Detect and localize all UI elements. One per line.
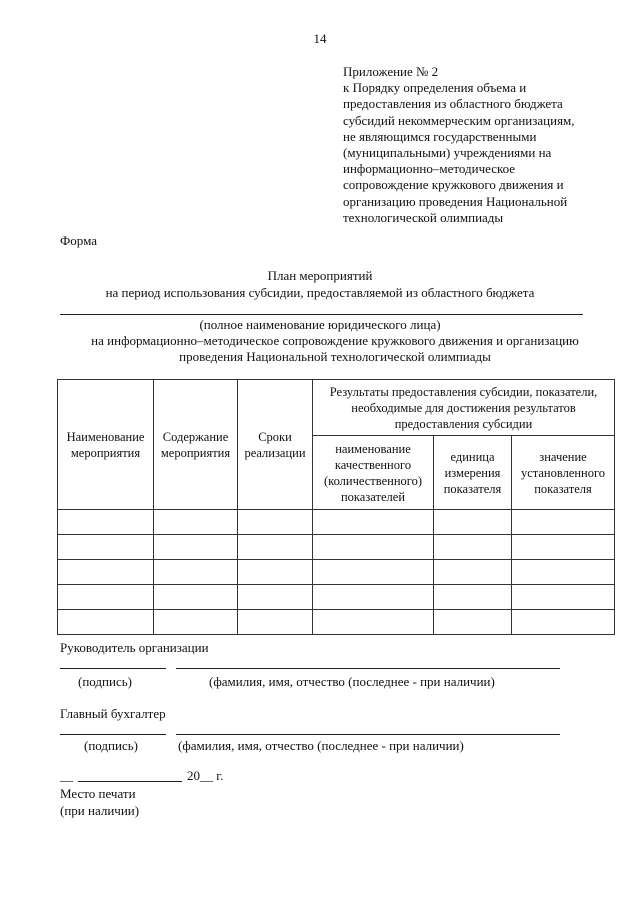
accountant-name-line[interactable] [176, 734, 560, 735]
table-row [58, 535, 615, 560]
appendix-line: не являющимся государственными [343, 128, 537, 144]
appendix-line: Приложение № 2 [343, 64, 439, 79]
purpose-line-2: проведения Национальной технологической олимпиады [179, 349, 491, 364]
appendix-line: предоставления из областного бюджета [343, 96, 563, 112]
date-day: __ [60, 768, 73, 783]
table-cell[interactable] [238, 510, 313, 535]
header-event-content: Содержание мероприятия [154, 380, 238, 510]
header-deadlines: Сроки реализации [238, 380, 313, 510]
table-cell[interactable] [434, 535, 512, 560]
table-cell[interactable] [512, 560, 615, 585]
appendix-line: технологической олимпиады [343, 209, 504, 225]
form-label: Форма [60, 233, 97, 248]
table-cell[interactable] [313, 610, 434, 635]
table-cell[interactable] [512, 585, 615, 610]
table-cell[interactable] [434, 610, 512, 635]
appendix-line: организацию проведения Национальной [343, 193, 568, 209]
head-signature-line[interactable] [60, 668, 166, 669]
table-cell[interactable] [434, 510, 512, 535]
table-cell[interactable] [512, 610, 615, 635]
table-cell[interactable] [58, 535, 154, 560]
head-signature-caption: (подпись) [78, 674, 132, 689]
table-cell[interactable] [154, 560, 238, 585]
header-event-name: Наименование мероприятия [58, 380, 154, 510]
table-cell[interactable] [512, 510, 615, 535]
table-cell[interactable] [58, 510, 154, 535]
table-cell[interactable] [238, 560, 313, 585]
head-name-caption: (фамилия, имя, отчество (последнее - при наличии) [209, 674, 495, 689]
appendix-line: сопровождение кружкового движения и [343, 177, 564, 193]
table-cell[interactable] [58, 585, 154, 610]
table-row [58, 610, 615, 635]
table-cell[interactable] [58, 560, 154, 585]
table-row [58, 560, 615, 585]
date-year: 20__ г. [187, 768, 224, 783]
header-unit: единица измерения показателя [434, 436, 512, 510]
table-cell[interactable] [154, 510, 238, 535]
org-name-caption: (полное наименование юридического лица) [199, 317, 441, 332]
plan-table [57, 379, 615, 635]
appendix-line: (муниципальными) учреждениями на [343, 145, 552, 161]
table-cell[interactable] [313, 585, 434, 610]
head-label: Руководитель организации [60, 640, 209, 655]
appendix-header [343, 64, 623, 226]
table-row [58, 585, 615, 610]
table-cell[interactable] [313, 560, 434, 585]
table-cell[interactable] [434, 560, 512, 585]
table-cell[interactable] [154, 585, 238, 610]
table-cell[interactable] [238, 535, 313, 560]
table-cell[interactable] [154, 535, 238, 560]
table-cell[interactable] [58, 610, 154, 635]
table-cell[interactable] [512, 535, 615, 560]
accountant-signature-line[interactable] [60, 734, 166, 735]
stamp-place: Место печати [60, 786, 136, 801]
accountant-signature-caption: (подпись) [84, 738, 138, 753]
date-month-line[interactable] [78, 781, 182, 782]
accountant-label: Главный бухгалтер [60, 706, 166, 721]
table-cell[interactable] [238, 585, 313, 610]
table-row [58, 510, 615, 535]
appendix-line: субсидий некоммерческим организациям, [343, 112, 575, 128]
page-number: 14 [313, 31, 327, 46]
header-indicator-name: наименование качественного (количественного) показателей [313, 436, 434, 510]
appendix-line: информационно–методическое [343, 161, 516, 177]
header-results-group: Результаты предоставления субсидии, показатели, необходимые для достижения результатов предоставления субсидии [313, 380, 615, 436]
table-cell[interactable] [154, 610, 238, 635]
accountant-name-caption: (фамилия, имя, отчество (последнее - при наличии) [178, 738, 464, 753]
table-cell[interactable] [313, 510, 434, 535]
head-name-line[interactable] [176, 668, 560, 669]
table-cell[interactable] [238, 610, 313, 635]
appendix-line: к Порядку определения объема и [343, 80, 527, 96]
plan-title: План мероприятий [267, 268, 373, 283]
table-cell[interactable] [313, 535, 434, 560]
org-name-line [60, 314, 583, 315]
header-value: значение установленного показателя [512, 436, 615, 510]
table-cell[interactable] [434, 585, 512, 610]
plan-subtitle: на период использования субсидии, предоставляемой из областного бюджета [105, 285, 535, 300]
stamp-optional: (при наличии) [60, 803, 140, 818]
purpose-line-1: на информационно–методическое сопровождение кружкового движения и организацию [91, 333, 579, 348]
